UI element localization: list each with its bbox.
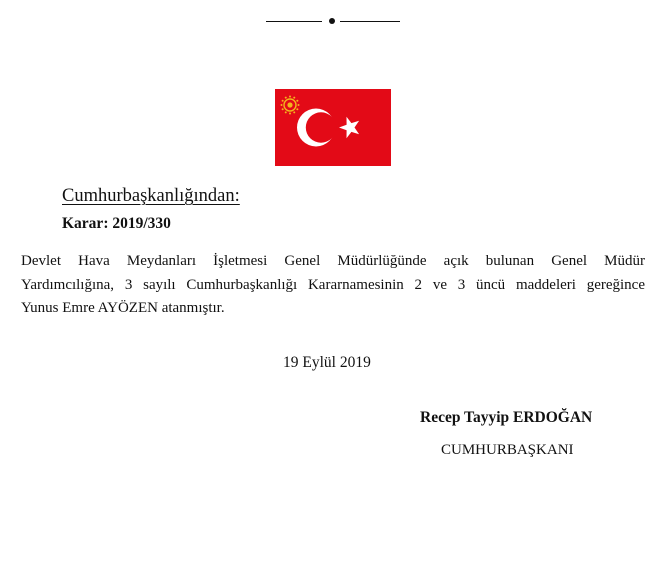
divider-line-left xyxy=(266,21,322,22)
decision-number: Karar: 2019/330 xyxy=(62,215,171,232)
divider-dot xyxy=(329,18,335,24)
issuer-heading: Cumhurbaşkanlığından: xyxy=(62,186,240,206)
signer-name: Recep Tayyip ERDOĞAN xyxy=(420,409,593,426)
crescent-inner xyxy=(306,112,336,142)
header-divider xyxy=(266,14,400,26)
body-line: Yunus Emre AYÖZEN atanmıştır. xyxy=(21,300,225,316)
turkish-flag-icon xyxy=(275,89,391,166)
decision-date: 19 Eylül 2019 xyxy=(283,354,371,371)
decision-body xyxy=(21,250,645,321)
divider-line-right xyxy=(340,21,400,22)
body-line: Yardımcılığına, 3 sayılı Cumhurbaşkanlığı Kararnamesinin 2 ve 3 üncü maddeleri gereğince xyxy=(21,276,645,293)
body-line: Devlet Hava Meydanları İşletmesi Genel Müdürlüğünde açık bulunan Genel Müdür xyxy=(21,253,645,269)
signer-title: CUMHURBAŞKANI xyxy=(441,442,574,458)
